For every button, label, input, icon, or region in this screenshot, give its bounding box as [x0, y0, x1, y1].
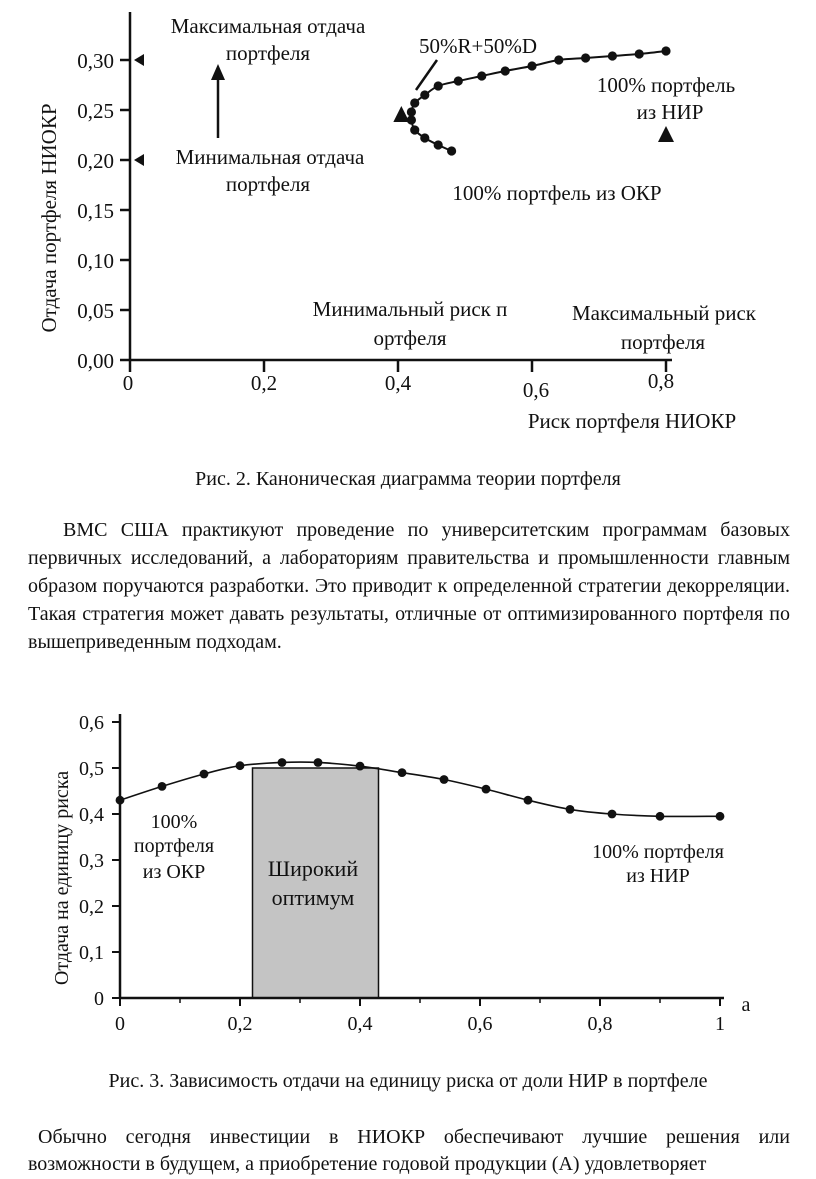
mix-label: 50%R+50%D — [418, 34, 538, 58]
chart2-y-tick-label: 0,1 — [79, 942, 104, 964]
chart2-data-point — [440, 775, 449, 784]
chart2-data-point — [716, 812, 725, 821]
optimum-label-line2: оптимум — [271, 885, 355, 910]
chart2-data-point — [608, 810, 617, 819]
chart1-data-point — [434, 81, 443, 90]
chart2-x-tick-label: 0,6 — [467, 1013, 493, 1035]
chart1-y-axis-label: Отдача портфеля НИОКР — [37, 103, 61, 333]
chart2-curve — [120, 762, 720, 816]
chart1-data-point — [608, 51, 617, 60]
chart2-data-point — [200, 770, 209, 779]
chart2-y-axis-label: Отдача на единицу риска — [51, 770, 73, 986]
chart1-x-tick-label: 0,8 — [647, 369, 675, 393]
chart1-y-tick-label: 0,25 — [77, 99, 114, 123]
risk-marker-triangle-icon — [393, 106, 409, 122]
okr-share-label-line1: 100% — [150, 811, 198, 833]
okr-share-label-line3: из ОКР — [142, 861, 206, 883]
max-risk-label-line2: портфеля — [620, 330, 706, 354]
nir-label-line1: 100% портфель — [596, 73, 736, 97]
min-return-label-line2: портфеля — [225, 172, 311, 196]
chart2-y-tick-label: 0,3 — [79, 850, 104, 872]
chart1-data-point — [661, 46, 670, 55]
nir-share-label-line1: 100% портфеля — [592, 841, 724, 863]
chart1-data-point — [454, 76, 463, 85]
chart1-data-point — [635, 49, 644, 58]
chart1-frontier-line — [411, 51, 666, 151]
optimum-band — [253, 768, 379, 998]
chart2-data-point — [524, 796, 533, 805]
min-risk-label-line2: ортфеля — [373, 326, 447, 350]
chart2-x-tick-label: 0 — [115, 1013, 125, 1035]
portfolio-risk-return-chart — [0, 0, 816, 450]
chart2-data-point — [158, 782, 167, 791]
chart1-data-point — [447, 146, 456, 155]
risk-marker-triangle-icon — [658, 126, 674, 142]
chart1-y-tick-label: 0,30 — [77, 49, 114, 73]
chart2-data-point — [116, 796, 125, 805]
chart1-y-tick-label: 0,00 — [77, 349, 114, 373]
chart2-data-point — [398, 768, 407, 777]
figure1-caption: Рис. 2. Каноническая диаграмма теории портфеля — [195, 468, 621, 490]
chart2-data-point — [356, 762, 365, 771]
chart2-y-tick-label: 0,5 — [79, 758, 104, 780]
chart1-x-tick-label: 0,2 — [250, 371, 278, 395]
chart1-y-tick-label: 0,20 — [77, 149, 114, 173]
chart1-data-point — [420, 133, 429, 142]
chart2-data-point — [236, 761, 245, 770]
max-return-label-line1: Максимальная отдача — [170, 14, 366, 38]
chart2-y-tick-label: 0,6 — [79, 712, 104, 734]
okr-share-label-line2: портфеля — [133, 835, 215, 857]
chart1-x-tick-label: 0,6 — [522, 378, 550, 402]
chart1-y-tick-label: 0,05 — [77, 299, 114, 323]
chart2-line — [120, 762, 720, 816]
min-return-label-line1: Минимальная отдача — [175, 145, 365, 169]
chart2-data-point — [278, 758, 287, 767]
chart2-y-tick-label: 0 — [94, 988, 104, 1010]
chart1-data-point — [501, 66, 510, 75]
chart1-data-point — [477, 71, 486, 80]
y-marker-arrow-icon — [134, 154, 144, 166]
chart2-x-tick-label: 0,2 — [227, 1013, 253, 1035]
chart1-x-tick-label: 0 — [122, 371, 134, 395]
chart1-data-point — [581, 53, 590, 62]
chart1-points — [407, 46, 671, 155]
chart1-y-tick-label: 0,10 — [77, 249, 114, 273]
chart2-data-point — [566, 805, 575, 814]
figure2-caption: Рис. 3. Зависимость отдачи на единицу риска от доли НИР в портфеле — [108, 1070, 708, 1092]
max-return-arrow-head-icon — [211, 64, 225, 80]
chart2-data-point — [482, 785, 491, 794]
chart2-data-point — [314, 758, 323, 767]
chart2-x-tick-label: 0,8 — [587, 1013, 613, 1035]
chart1-data-point — [527, 61, 536, 70]
chart2-y-tick-label: 0,2 — [79, 896, 104, 918]
chart2-data-point — [656, 812, 665, 821]
nir-label-line2: из НИР — [636, 100, 704, 124]
body-paragraph-1: ВМС США практикуют проведение по университетским программам базовых первичных исследований, а лабораториям правительства и промышленности главным образом поручаются разработки. Это приводит к определенной стратегии декорреляции. Такая стратегия может давать результаты, отличные от оптимизированного портфеля по вышеприведенным подходам. — [28, 519, 790, 653]
chart2-x-axis-label: а — [741, 994, 751, 1016]
chart1-data-point — [410, 98, 419, 107]
chart1-curve — [411, 51, 666, 151]
chart1-data-point — [407, 107, 416, 116]
chart1-x-tick-label: 0,4 — [384, 371, 412, 395]
max-risk-label-line1: Максимальный риск — [571, 301, 757, 325]
okr-label: 100% портфель из ОКР — [452, 181, 662, 205]
max-return-label-line2: портфеля — [225, 41, 311, 65]
chart2-x-tick-label: 0,4 — [347, 1013, 373, 1035]
chart1-y-tick-label: 0,15 — [77, 199, 114, 223]
chart1-data-point — [434, 140, 443, 149]
chart2-x-tick-label: 1 — [715, 1013, 725, 1035]
chart1-x-axis-label: Риск портфеля НИОКР — [527, 409, 737, 433]
y-marker-arrow-icon — [134, 54, 144, 66]
chart1-data-point — [420, 90, 429, 99]
min-risk-label-line1: Минимальный риск п — [312, 297, 508, 321]
chart1-data-point — [410, 125, 419, 134]
chart2-y-tick-label: 0,4 — [79, 804, 104, 826]
chart2-points — [116, 758, 725, 821]
optimum-label-line1: Широкий — [267, 856, 359, 881]
chart2-optimum-band — [253, 768, 379, 998]
nir-share-label-line2: из НИР — [626, 865, 690, 887]
chart1-data-point — [554, 55, 563, 64]
body-paragraph-2: Обычно сегодня инвестиции в НИОКР обеспечивают лучшие решения или возможности в будущем, а приобретение годовой продукции (А) удовлетворяет — [28, 1126, 790, 1175]
return-per-risk-chart — [0, 700, 816, 1040]
